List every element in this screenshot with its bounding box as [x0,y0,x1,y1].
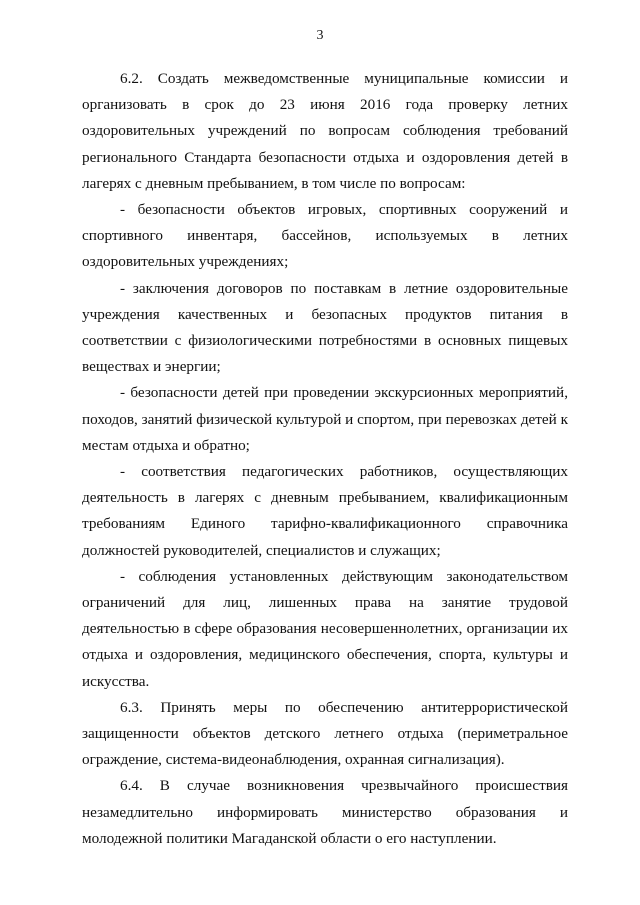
list-item-staff-qualification: - соответствия педагогических работников, осуществляющих деятельность в лагерях с дневным пребыванием, квалификационным требованиям Единого тарифно-квалификационного справочника должностей руководителей, специалистов и служащих; [82,463,568,559]
list-item-legal-restrictions: - соблюдения установленных действующим законодательством ограничений для лиц, лишенных права на занятие трудовой деятельностью в сфере образования несовершеннолетних, организации их отдыха и оздоровления, медицинского обеспечения, спорта, культуры и искусства. [82,567,568,690]
list-item-food-supply-contracts: - заключения договоров по поставкам в летние оздоровительные учреждения качественных и безопасных продуктов питания в соответствии с физиологическими потребностями в основных пищевых веществах и энергии; [82,279,568,376]
paragraph-6-4: 6.4. В случае возникновения чрезвычайного происшествия незамедлительно информировать министерство образования и молодежной политики Магаданской области о его наступлении. [82,777,568,847]
list-item-child-safety-excursions: - безопасности детей при проведении экскурсионных мероприятий, походов, занятий физической культурой и спортом, при перевозках детей к местам отдыха и обратно; [82,384,568,454]
list-item-safety-of-facilities: - безопасности объектов игровых, спортивных сооружений и спортивного инвентаря, бассейнов, используемых в летних оздоровительных учреждениях; [82,201,568,271]
paragraph-6-2: 6.2. Создать межведомственные муниципальные комиссии и организовать в срок до 23 июня 2016 года проверку летних оздоровительных учреждений по вопросам соблюдения требований регионального Стандарта безопасности отдыха и оздоровления детей в лагерях с дневным пребыванием, в том числе по вопросам: [82,70,568,192]
paragraph-6-3: 6.3. Принять меры по обеспечению антитеррористической защищенности объектов детского летнего отдыха (периметральное ограждение, система-видеонаблюдения, охранная сигнализация). [82,698,568,769]
page-number: 3 [316,28,324,43]
document-body [82,66,568,852]
